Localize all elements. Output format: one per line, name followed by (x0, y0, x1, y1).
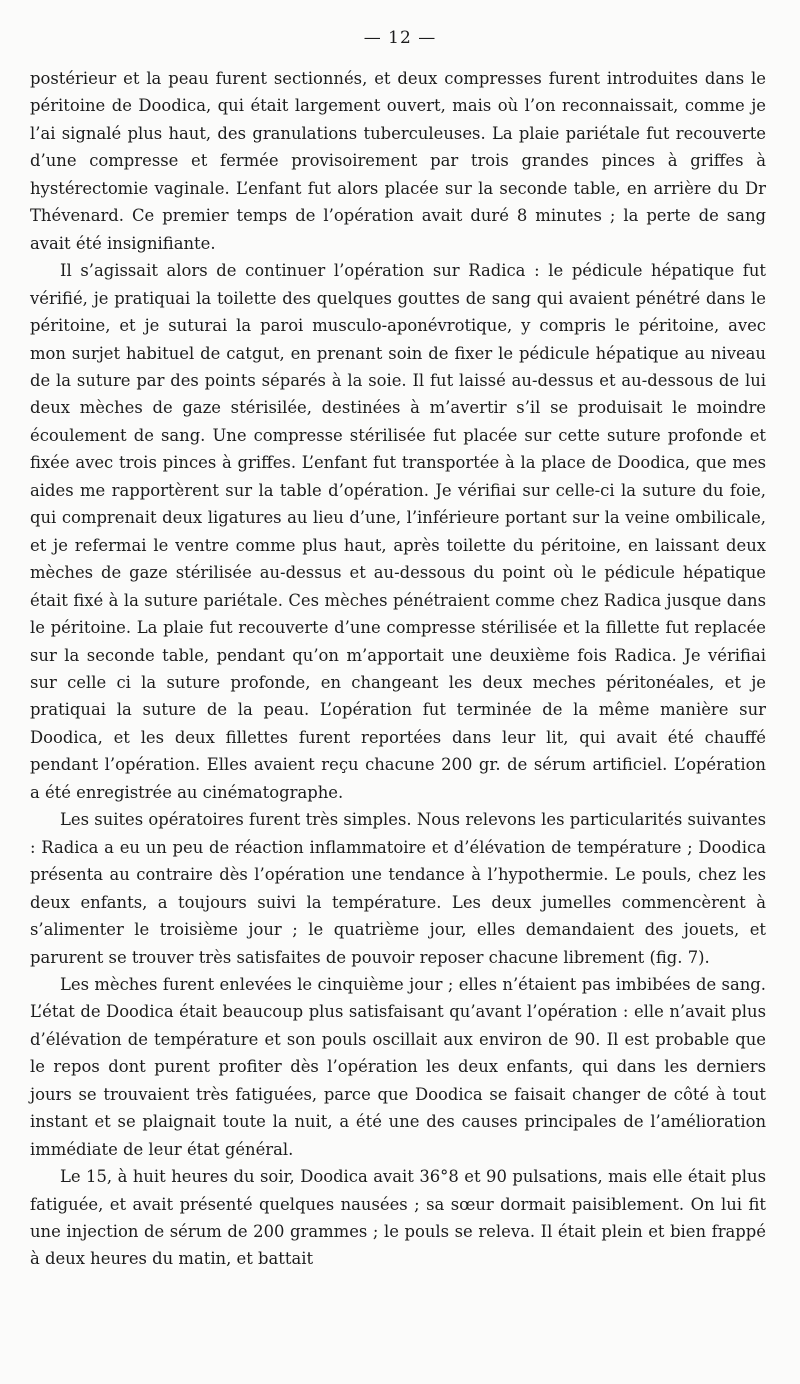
page-number: — 12 — (363, 28, 437, 48)
paragraph-5: Le 15, à huit heures du soir, Doodica avait 36°8 et 90 pulsations, mais elle était plus fatiguée, et avait présenté quelques nausées ; sa sœur dormait paisiblement. On lui fit une injection de sérum de 200 grammes ; le pouls se releva. Il était plein et bien frappé à deux heures du matin, et battait (30, 1167, 766, 1269)
paragraph-4: Les mèches furent enlevées le cinquième jour ; elles n’étaient pas imbibées de sang. L’état de Doodica était beaucoup plus satisfaisant qu’avant l’opération : elle n’avait plus d’élévation de température et son pouls oscillait aux environ de 90. Il est probable que le repos dont purent profiter dès l’opération les deux enfants, qui dans les derniers jours se trouvaient très fatiguées, parce que Doodica se faisait changer de côté à tout instant et se plaignait toute la nuit, a été une des causes principales de l’amélioration immédiate de leur état général. (30, 974, 766, 1159)
paragraph-3: Les suites opératoires furent très simples. Nous relevons les particularités suivantes : Radica a eu un peu de réaction inflammatoire et d’élévation de température ; Doodica présenta au contraire dès l’opération une tendance à l’hypothermie. Le pouls, chez les deux enfants, a toujours suivi la température. Les deux jumelles commencèrent à s’alimenter le troisième jour ; le quatrième jour, elles demandaient des jouets, et parurent se trouver très satisfaites de pouvoir reposer chacune librement (fig. 7). (30, 810, 766, 967)
paragraph-2: Il s’agissait alors de continuer l’opération sur Radica : le pédicule hépatique fut vérifié, je pratiquai la toilette des quelques gouttes de sang qui avaient pénétré dans le péritoine, et je suturai la paroi musculo-aponévrotique, y compris le péritoine, avec mon surjet habituel de catgut, en prenant soin de fixer le pédicule hépatique au niveau de la suture par des points séparés à la soie. Il fut laissé au-dessus et au-dessous de lui deux mèches de gaze stérisilée, destinées à m’avertir s’il se produisait le moindre écoulement de sang. Une compresse stérilisée fut placée sur cette suture profonde et fixée avec trois pinces à griffes. L’enfant fut transportée à la place de Doodica, que mes aides me rapportèrent sur la table d’opération. Je vérifiai sur celle-ci la suture du foie, qui comprenait deux ligatures au lieu d’une, l’inférieure portant sur la veine ombilicale, et je refermai le ventre comme plus haut, après toilette du péritoine, en laissant deux mèches de gaze stérilisée au-dessus et au-dessous du point où le pédicule hépatique était fixé à la suture pariétale. Ces mèches pénétraient comme chez Radica jusque dans le péritoine. La plaie fut recouverte d’une compresse stérilisée et la fillette fut replacée sur la seconde table, pendant qu’on m’apportait une deuxième fois Radica. Je vérifiai sur celle ci la suture profonde, en changeant les deux meches péritonéales, et je pratiquai la suture de la peau. L’opération fut terminée de la même manière sur Doodica, et les deux fillettes furent reportées dans leur lit, qui avait été chauffé pendant l’opération. Elles avaient reçu chacune 200 gr. de sérum artificiel. L’opération a été enregistrée au cinématographe. (30, 261, 766, 802)
body-text (30, 65, 766, 1273)
paragraph-1: postérieur et la peau furent sectionnés, et deux compresses furent introduites dans le péritoine de Doodica, qui était largement ouvert, mais où l’on reconnaissait, comme je l’ai signalé plus haut, des granulations tuberculeuses. La plaie pariétale fut recouverte d’une compresse et fermée provisoirement par trois grandes pinces à griffes à hystérectomie vaginale. L’enfant fut alors placée sur la seconde table, en arrière du Dr Thévenard. Ce premier temps de l’opération avait duré 8 minutes ; la perte de sang avait été insignifiante. (30, 69, 766, 253)
